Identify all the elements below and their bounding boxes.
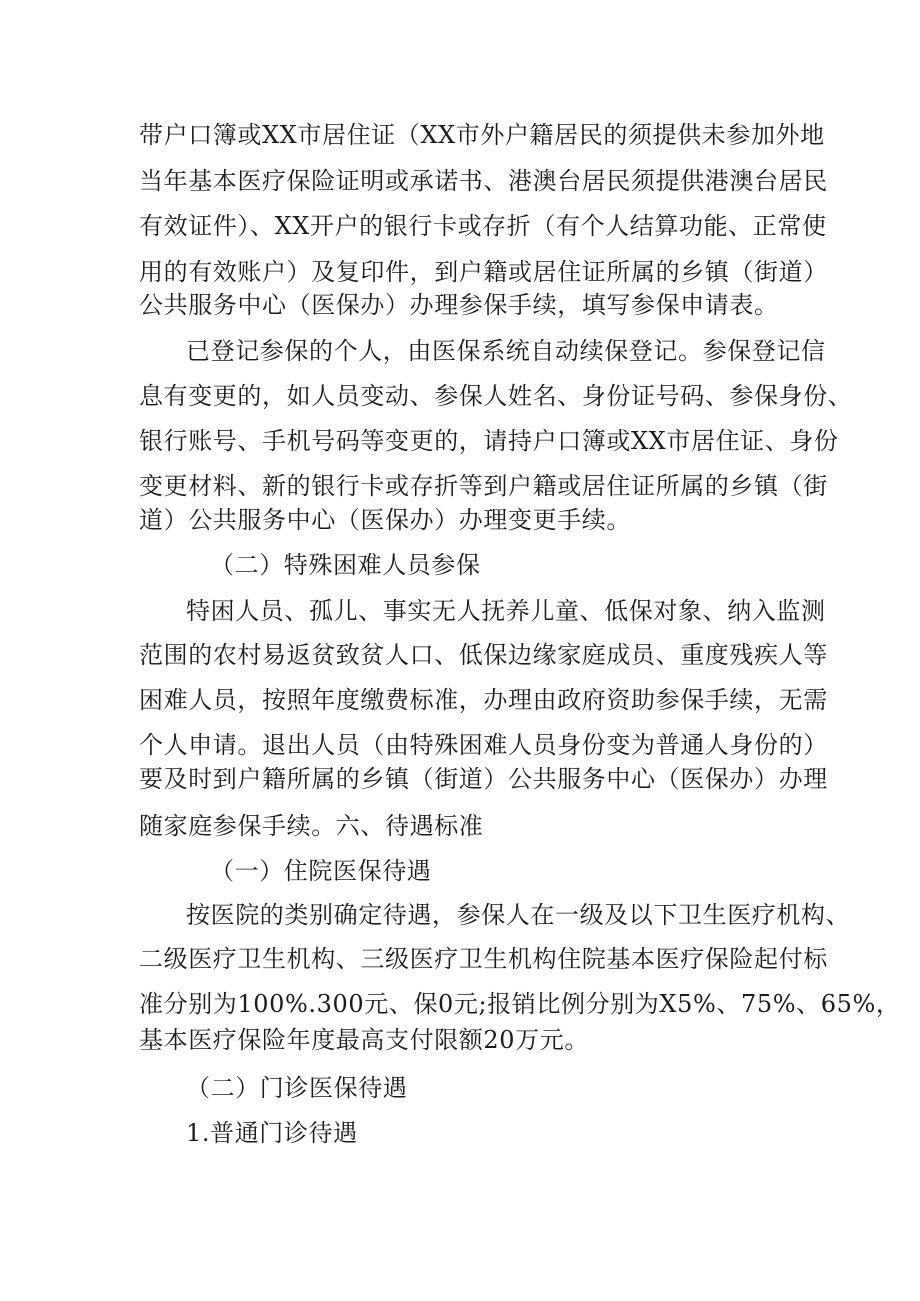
section-heading: （二）特殊困难人员参保 bbox=[210, 551, 481, 579]
paragraph-line: 特困人员、孤儿、事实无人抚养儿童、低保对象、纳入监测 bbox=[186, 597, 826, 625]
paragraph-line: 银行账号、手机号码等变更的，请持户口簿或XX市居住证、身份 bbox=[139, 427, 839, 455]
paragraph-line: 基本医疗保险年度最高支付限额20万元。 bbox=[139, 1026, 589, 1054]
paragraph-line: 准分别为100%.300元、保0元;报销比例分别为X5%、75%、65%， bbox=[139, 990, 901, 1018]
paragraph-line: 有效证件）、XX开户的银行卡或存折（有个人结算功能、正常使 bbox=[139, 212, 827, 240]
section-heading: （一）住院医保待遇 bbox=[210, 857, 432, 885]
paragraph-line: 当年基本医疗保险证明或承诺书、港澳台居民须提供港澳台居民 bbox=[139, 167, 828, 195]
paragraph-line: 用的有效账户）及复印件，到户籍或居住证所属的乡镇（街道） bbox=[139, 258, 828, 286]
paragraph-line: 范围的农村易返贫致贫人口、低保边缘家庭成员、重度残疾人等 bbox=[139, 641, 828, 669]
subsection-heading: 1.普通门诊待遇 bbox=[186, 1119, 358, 1147]
paragraph-line: 息有变更的，如人员变动、参保人姓名、身份证号码、参保身份、 bbox=[139, 382, 853, 410]
paragraph-line: 变更材料、新的银行卡或存折等到户籍或居住证所属的乡镇（街 bbox=[139, 472, 828, 500]
paragraph-line: 要及时到户籍所属的乡镇（街道）公共服务中心（医保办）办理 bbox=[139, 765, 828, 793]
paragraph-line: 个人申请。退出人员（由特殊困难人员身份变为普通人身份的） bbox=[139, 731, 828, 759]
paragraph-line: 随家庭参保手续。六、待遇标准 bbox=[139, 812, 484, 840]
paragraph-line: 带户口簿或XX市居住证（XX市外户籍居民的须提供未参加外地 bbox=[139, 121, 825, 149]
paragraph-line: 困难人员，按照年度缴费标准，办理由政府资助参保手续，无需 bbox=[139, 686, 828, 714]
paragraph-line: 二级医疗卫生机构、三级医疗卫生机构住院基本医疗保险起付标 bbox=[139, 945, 828, 973]
paragraph-line: 已登记参保的个人，由医保系统自动续保登记。参保登记信 bbox=[186, 337, 826, 365]
paragraph-line: 按医院的类别确定待遇，参保人在一级及以下卫生医疗机构、 bbox=[186, 901, 851, 929]
paragraph-line: 道）公共服务中心（医保办）办理变更手续。 bbox=[139, 506, 631, 534]
section-heading: （二）门诊医保待遇 bbox=[186, 1074, 408, 1102]
paragraph-line: 公共服务中心（医保办）办理参保手续，填写参保申请表。 bbox=[139, 291, 779, 319]
